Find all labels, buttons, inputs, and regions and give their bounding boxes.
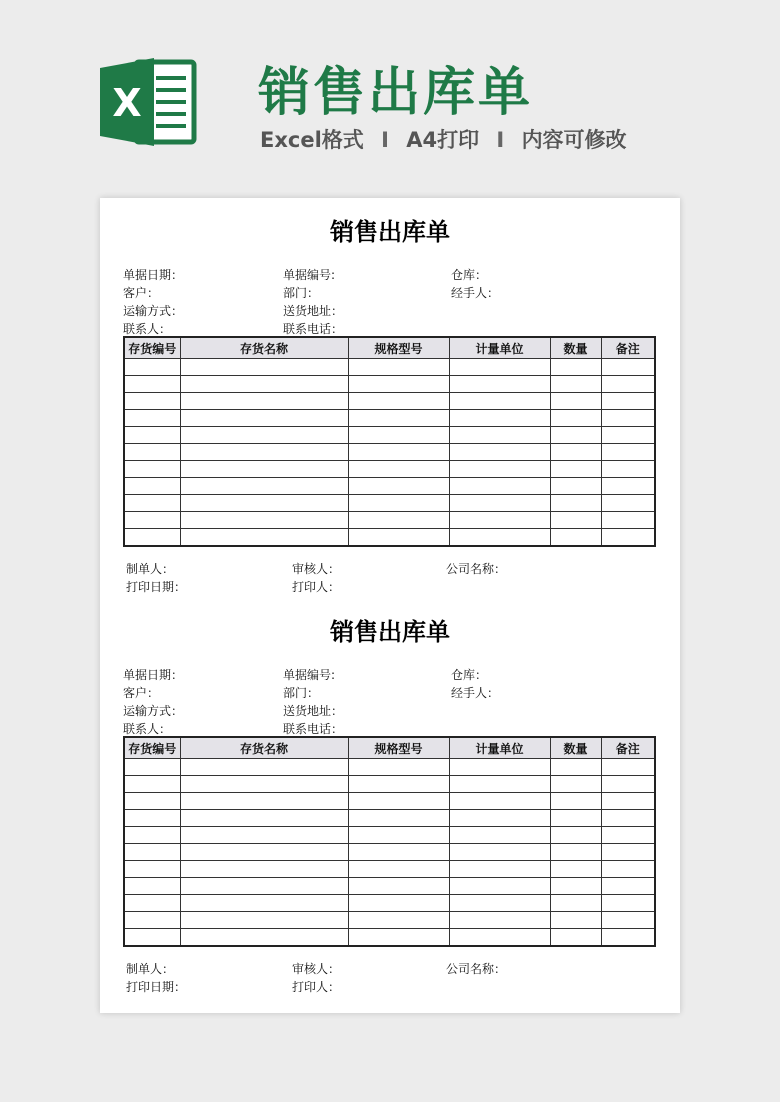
table-cell[interactable]: [550, 461, 601, 478]
preparer-field[interactable]: 制单人：: [126, 962, 175, 976]
col-remark: 备注: [601, 337, 655, 359]
table-cell[interactable]: [550, 410, 601, 427]
printer-field[interactable]: 打印人：: [292, 580, 341, 594]
table-cell[interactable]: [348, 529, 449, 547]
table-cell[interactable]: [180, 844, 348, 861]
table-row: [124, 512, 655, 529]
table-cell[interactable]: [449, 912, 550, 929]
table-row: [124, 844, 655, 861]
contact-phone-field[interactable]: 联系电话：: [283, 722, 344, 736]
table-cell[interactable]: [348, 461, 449, 478]
table-cell[interactable]: [449, 929, 550, 947]
table-cell[interactable]: [348, 359, 449, 376]
table-cell[interactable]: [180, 359, 348, 376]
handler-field[interactable]: 经手人：: [451, 286, 500, 300]
table-cell[interactable]: [550, 444, 601, 461]
table-cell[interactable]: [348, 844, 449, 861]
table-cell[interactable]: [180, 410, 348, 427]
table-cell[interactable]: [449, 529, 550, 547]
table-cell[interactable]: [124, 427, 180, 444]
table-cell[interactable]: [601, 427, 655, 444]
table-cell[interactable]: [449, 793, 550, 810]
table-cell[interactable]: [550, 844, 601, 861]
table-cell[interactable]: [449, 478, 550, 495]
subtitle-separator: I: [381, 128, 389, 152]
table-cell[interactable]: [550, 495, 601, 512]
table-cell[interactable]: [601, 929, 655, 947]
table-cell[interactable]: [601, 793, 655, 810]
table-header-row: [124, 337, 655, 359]
table-cell[interactable]: [601, 759, 655, 776]
table-row: [124, 929, 655, 947]
table-cell[interactable]: [180, 759, 348, 776]
table-cell[interactable]: [449, 895, 550, 912]
table-row: [124, 793, 655, 810]
table-cell[interactable]: [449, 861, 550, 878]
table-cell[interactable]: [449, 427, 550, 444]
table-cell[interactable]: [550, 793, 601, 810]
table-cell[interactable]: [124, 793, 180, 810]
print-date-field[interactable]: 打印日期：: [126, 580, 187, 594]
table-cell[interactable]: [180, 793, 348, 810]
table-cell[interactable]: [124, 844, 180, 861]
form-title: 销售出库单: [330, 618, 450, 646]
table-cell[interactable]: [550, 776, 601, 793]
table-row: [124, 427, 655, 444]
table-row: [124, 878, 655, 895]
table-cell[interactable]: [124, 512, 180, 529]
table-cell[interactable]: [124, 776, 180, 793]
contact-phone-field[interactable]: 联系电话：: [283, 322, 344, 336]
table-cell[interactable]: [601, 878, 655, 895]
table-cell[interactable]: [449, 810, 550, 827]
table-cell[interactable]: [550, 512, 601, 529]
table-cell[interactable]: [550, 912, 601, 929]
table-cell[interactable]: [601, 393, 655, 410]
table-cell[interactable]: [348, 512, 449, 529]
print-date-field[interactable]: 打印日期：: [126, 980, 187, 994]
table-cell[interactable]: [348, 827, 449, 844]
subtitle-print: A4打印: [406, 128, 480, 152]
table-cell[interactable]: [449, 359, 550, 376]
table-cell[interactable]: [180, 929, 348, 947]
table-cell[interactable]: [124, 478, 180, 495]
delivery-address-field[interactable]: 送货地址：: [283, 704, 344, 718]
doc-number-field[interactable]: 单据编号:: [283, 668, 336, 682]
table-cell[interactable]: [601, 895, 655, 912]
table-cell[interactable]: [180, 444, 348, 461]
customer-field[interactable]: 客户：: [123, 686, 160, 700]
table-cell[interactable]: [601, 810, 655, 827]
table-cell[interactable]: [348, 929, 449, 947]
table-row: [124, 461, 655, 478]
table-cell[interactable]: [180, 912, 348, 929]
table-cell[interactable]: [124, 895, 180, 912]
company-name-field[interactable]: 公司名称：: [446, 962, 507, 976]
table-cell[interactable]: [550, 878, 601, 895]
table-row: [124, 495, 655, 512]
table-cell[interactable]: [449, 376, 550, 393]
doc-date-field[interactable]: 单据日期：: [123, 268, 184, 282]
col-unit: 计量单位: [449, 737, 550, 759]
table-cell[interactable]: [449, 844, 550, 861]
delivery-address-field[interactable]: 送货地址：: [283, 304, 344, 318]
col-spec: 规格型号: [348, 337, 449, 359]
preparer-field[interactable]: 制单人：: [126, 562, 175, 576]
table-cell[interactable]: [601, 478, 655, 495]
subtitle-separator: I: [496, 128, 505, 152]
table-cell[interactable]: [124, 810, 180, 827]
table-cell[interactable]: [449, 393, 550, 410]
table-cell[interactable]: [348, 495, 449, 512]
table-cell[interactable]: [124, 410, 180, 427]
table-cell[interactable]: [124, 495, 180, 512]
warehouse-field[interactable]: 仓库：: [451, 268, 488, 282]
table-cell[interactable]: [550, 427, 601, 444]
table-row: [124, 444, 655, 461]
excel-logo-icon: [98, 56, 198, 148]
form-title: 销售出库单: [330, 218, 450, 246]
table-cell[interactable]: [601, 359, 655, 376]
subtitle-editable: 内容可修改: [521, 128, 627, 152]
table-cell[interactable]: [124, 393, 180, 410]
contact-field[interactable]: 联系人：: [123, 322, 172, 336]
table-cell[interactable]: [348, 878, 449, 895]
table-row: [124, 861, 655, 878]
col-item-name: 存货名称: [180, 737, 348, 759]
table-cell[interactable]: [550, 929, 601, 947]
table-row: [124, 393, 655, 410]
subtitle-format: Excel格式: [260, 128, 364, 152]
table-cell[interactable]: [348, 410, 449, 427]
doc-number-field[interactable]: 单据编号:: [283, 268, 336, 282]
items-table: [123, 736, 656, 947]
table-cell[interactable]: [601, 512, 655, 529]
table-cell[interactable]: [180, 895, 348, 912]
table-cell[interactable]: [601, 461, 655, 478]
table-row: [124, 776, 655, 793]
table-cell[interactable]: [348, 793, 449, 810]
table-cell[interactable]: [601, 444, 655, 461]
table-cell[interactable]: [550, 359, 601, 376]
table-cell[interactable]: [348, 444, 449, 461]
table-cell[interactable]: [348, 759, 449, 776]
table-cell[interactable]: [124, 878, 180, 895]
table-cell[interactable]: [550, 827, 601, 844]
col-spec: 规格型号: [348, 737, 449, 759]
items-table: [123, 336, 656, 547]
table-cell[interactable]: [124, 929, 180, 947]
table-cell[interactable]: [550, 759, 601, 776]
table-cell[interactable]: [180, 878, 348, 895]
table-cell[interactable]: [180, 461, 348, 478]
table-cell[interactable]: [180, 776, 348, 793]
banner-title: 销售出库单: [258, 63, 534, 123]
table-cell[interactable]: [601, 776, 655, 793]
table-cell[interactable]: [550, 895, 601, 912]
table-cell[interactable]: [124, 759, 180, 776]
table-cell[interactable]: [180, 376, 348, 393]
department-field[interactable]: 部门：: [283, 286, 320, 300]
table-cell[interactable]: [348, 478, 449, 495]
table-cell[interactable]: [550, 529, 601, 547]
table-cell[interactable]: [180, 393, 348, 410]
table-cell[interactable]: [180, 827, 348, 844]
shipping-method-field[interactable]: 运输方式：: [123, 304, 184, 318]
table-row: [124, 895, 655, 912]
col-item-code: 存货编号: [124, 737, 180, 759]
table-cell[interactable]: [601, 376, 655, 393]
table-cell[interactable]: [449, 512, 550, 529]
company-name-field[interactable]: 公司名称：: [446, 562, 507, 576]
table-cell[interactable]: [180, 810, 348, 827]
doc-date-field[interactable]: 单据日期：: [123, 668, 184, 682]
table-cell[interactable]: [348, 912, 449, 929]
table-cell[interactable]: [348, 427, 449, 444]
table-cell[interactable]: [449, 759, 550, 776]
table-cell[interactable]: [601, 495, 655, 512]
table-cell[interactable]: [124, 912, 180, 929]
table-row: [124, 376, 655, 393]
document-sheet: [100, 198, 680, 1013]
table-cell[interactable]: [601, 410, 655, 427]
sales-delivery-form: [100, 598, 680, 998]
table-cell[interactable]: [449, 410, 550, 427]
table-cell[interactable]: [449, 827, 550, 844]
col-remark: 备注: [601, 737, 655, 759]
table-row: [124, 529, 655, 547]
col-quantity: 数量: [550, 337, 601, 359]
table-cell[interactable]: [550, 810, 601, 827]
sales-delivery-form: [100, 198, 680, 598]
table-cell[interactable]: [550, 393, 601, 410]
table-cell[interactable]: [550, 861, 601, 878]
table-cell[interactable]: [124, 376, 180, 393]
shipping-method-field[interactable]: 运输方式：: [123, 704, 184, 718]
customer-field[interactable]: 客户：: [123, 286, 160, 300]
table-cell[interactable]: [124, 461, 180, 478]
table-cell[interactable]: [348, 895, 449, 912]
table-cell[interactable]: [124, 529, 180, 547]
table-cell[interactable]: [601, 861, 655, 878]
table-cell[interactable]: [449, 444, 550, 461]
table-cell[interactable]: [180, 529, 348, 547]
table-cell[interactable]: [124, 359, 180, 376]
table-cell[interactable]: [348, 376, 449, 393]
table-cell[interactable]: [180, 427, 348, 444]
table-cell[interactable]: [124, 444, 180, 461]
table-cell[interactable]: [550, 478, 601, 495]
col-unit: 计量单位: [449, 337, 550, 359]
table-cell[interactable]: [180, 512, 348, 529]
table-row: [124, 810, 655, 827]
table-cell[interactable]: [449, 495, 550, 512]
handler-field[interactable]: 经手人：: [451, 686, 500, 700]
table-cell[interactable]: [601, 844, 655, 861]
table-header-row: [124, 737, 655, 759]
table-cell[interactable]: [601, 529, 655, 547]
table-cell[interactable]: [449, 878, 550, 895]
table-cell[interactable]: [180, 495, 348, 512]
table-row: [124, 912, 655, 929]
table-cell[interactable]: [348, 861, 449, 878]
table-cell[interactable]: [550, 376, 601, 393]
table-cell[interactable]: [449, 461, 550, 478]
col-item-name: 存货名称: [180, 337, 348, 359]
col-quantity: 数量: [550, 737, 601, 759]
table-cell[interactable]: [180, 861, 348, 878]
table-row: [124, 478, 655, 495]
contact-field[interactable]: 联系人：: [123, 722, 172, 736]
banner-subtitle: [260, 124, 627, 154]
department-field[interactable]: 部门：: [283, 686, 320, 700]
table-cell[interactable]: [601, 827, 655, 844]
col-item-code: 存货编号: [124, 337, 180, 359]
table-cell[interactable]: [348, 393, 449, 410]
table-cell[interactable]: [601, 912, 655, 929]
printer-field[interactable]: 打印人：: [292, 980, 341, 994]
table-row: [124, 827, 655, 844]
logo-letter: X: [112, 81, 142, 125]
table-cell[interactable]: [124, 827, 180, 844]
table-row: [124, 759, 655, 776]
table-cell[interactable]: [348, 810, 449, 827]
warehouse-field[interactable]: 仓库：: [451, 668, 488, 682]
table-cell[interactable]: [348, 776, 449, 793]
reviewer-field[interactable]: 审核人：: [292, 962, 341, 976]
table-row: [124, 359, 655, 376]
table-row: [124, 410, 655, 427]
table-cell[interactable]: [180, 478, 348, 495]
table-cell[interactable]: [124, 861, 180, 878]
reviewer-field[interactable]: 审核人：: [292, 562, 341, 576]
table-cell[interactable]: [449, 776, 550, 793]
